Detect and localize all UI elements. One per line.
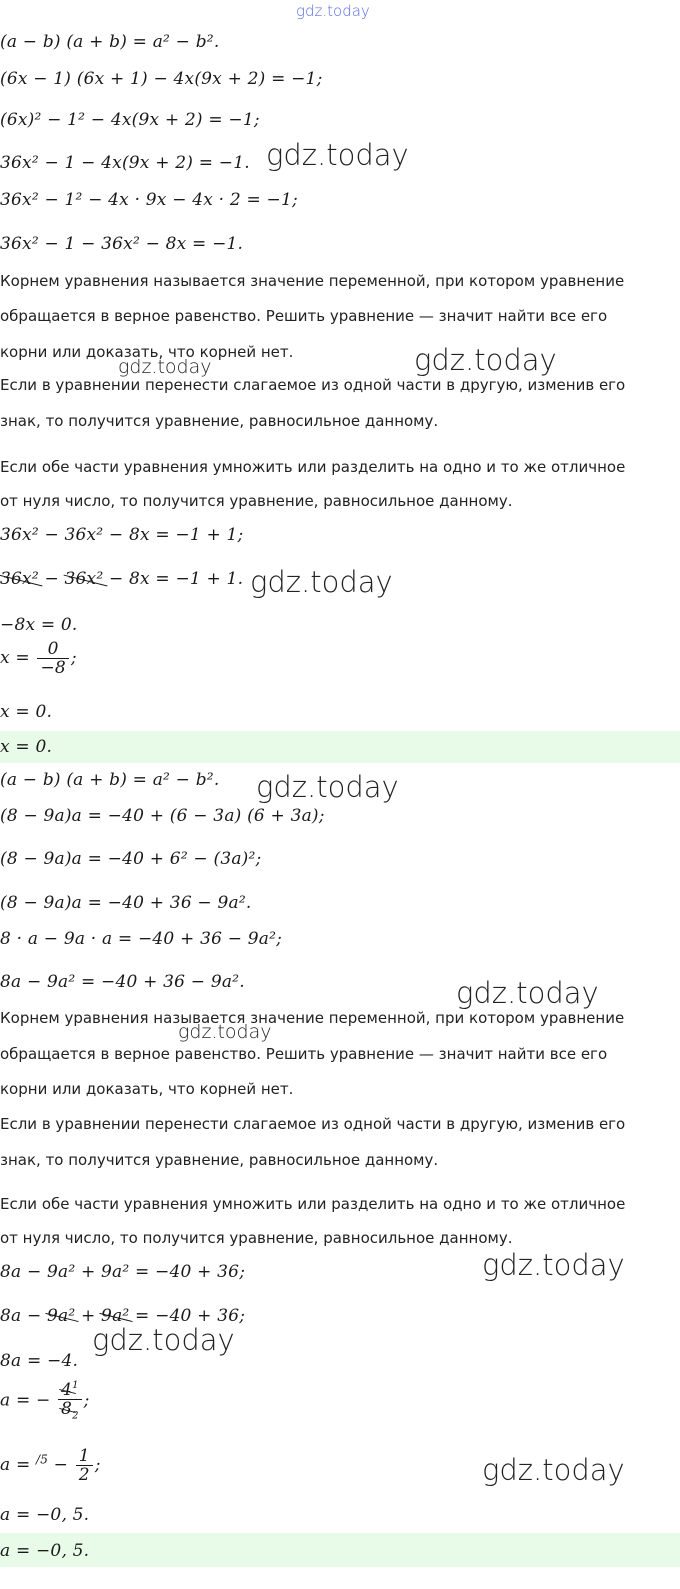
formula-line: 8a − 9a² + 9a² = −40 + 36; [0, 1262, 246, 1282]
formula-line-crossed: 8a − 9a² + 9a² = −40 + 36; [0, 1306, 246, 1326]
theory-text: корни или доказать, что корней нет. [0, 343, 294, 361]
watermark: gdz.today [482, 1248, 625, 1282]
watermark: gdz.today [414, 343, 557, 377]
watermark: gdz.today [256, 770, 399, 804]
formula-line-crossed: 36x² − 36x² − 8x = −1 + 1. [0, 569, 244, 589]
watermark: gdz.today [178, 1021, 272, 1043]
formula-line: −8x = 0. [0, 615, 78, 635]
watermark-top: gdz.today [296, 2, 370, 20]
answer-highlight-2 [0, 1533, 680, 1567]
formula-line: 36x² − 36x² − 8x = −1 + 1; [0, 525, 244, 545]
formula-line: 8a = −4. [0, 1351, 79, 1371]
watermark: gdz.today [118, 356, 212, 378]
theory-text: Если в уравнении перенести слагаемое из одной части в другую, изменив его [0, 1115, 626, 1133]
theory-text: Если обе части уравнения умножить или разделить на одно и то же отличное [0, 458, 626, 476]
formula-line: (8 − 9a)a = −40 + 6² − (3a)²; [0, 849, 262, 869]
crossed-term: 9a² [101, 1306, 130, 1326]
theory-text: знак, то получится уравнение, равносильное данному. [0, 412, 439, 430]
watermark: gdz.today [456, 976, 599, 1010]
watermark: gdz.today [92, 1323, 235, 1357]
watermark: gdz.today [482, 1453, 625, 1487]
formula-line: 36x² − 1 − 36x² − 8x = −1. [0, 234, 244, 254]
formula-line: (a − b) (a + b) = a² − b². [0, 770, 220, 790]
fraction: $\frac{0}{-8}$ [37, 640, 68, 677]
theory-text: от нуля число, то получится уравнение, равносильное данному. [0, 492, 513, 510]
formula-line: (8 − 9a)a = −40 + (6 − 3a) (6 + 3a); [0, 806, 325, 826]
fraction: $\frac{1}{2}$ [76, 1447, 93, 1484]
theory-text: обращается в верное равенство. Решить уравнение — значит найти все его [0, 1045, 608, 1063]
formula-line-fraction: x = $\frac{0}{-8}$ ; [0, 639, 77, 678]
answer-line: x = 0. [0, 737, 53, 757]
formula-line: 8a − 9a² = −40 + 36 − 9a². [0, 972, 245, 992]
fraction: $\frac{4^1}{8_2}$ [58, 1377, 82, 1425]
formula-line: (8 − 9a)a = −40 + 36 − 9a². [0, 893, 252, 913]
crossed-term: 36x² [0, 569, 39, 589]
formula-line: (6x)² − 1² − 4x(9x + 2) = −1; [0, 110, 260, 130]
formula-line: (a − b) (a + b) = a² − b². [0, 32, 220, 52]
formula-line: (6x − 1) (6x + 1) − 4x(9x + 2) = −1; [0, 69, 323, 89]
theory-text: обращается в верное равенство. Решить уравнение — значит найти все его [0, 307, 608, 325]
watermark: gdz.today [266, 138, 409, 172]
formula-line: 8 · a − 9a · a = −40 + 36 − 9a²; [0, 929, 283, 949]
theory-text: Если обе части уравнения умножить или разделить на одно и то же отличное [0, 1195, 626, 1213]
crossed-term: 9a² [47, 1306, 76, 1326]
formula-line-fraction: a = $^{/5}$ − $\frac{1}{2}$ ; [0, 1446, 101, 1485]
theory-text: от нуля число, то получится уравнение, равносильное данному. [0, 1229, 513, 1247]
theory-text: Если в уравнении перенести слагаемое из одной части в другую, изменив его [0, 376, 626, 394]
formula-line: 36x² − 1 − 4x(9x + 2) = −1. [0, 153, 250, 173]
watermark: gdz.today [250, 565, 393, 599]
formula-line: 36x² − 1² − 4x · 9x − 4x · 2 = −1; [0, 190, 298, 210]
theory-text: Корнем уравнения называется значение переменной, при котором уравнение [0, 272, 625, 290]
answer-line: a = −0, 5. [0, 1541, 90, 1561]
crossed-term: 36x² [64, 569, 104, 589]
formula-line: x = 0. [0, 702, 53, 722]
theory-text: Корнем уравнения называется значение переменной, при котором уравнение [0, 1009, 625, 1027]
formula-line: a = −0, 5. [0, 1505, 90, 1525]
theory-text: знак, то получится уравнение, равносильное данному. [0, 1151, 439, 1169]
formula-line-fraction: a = − $\frac{4^1}{8_2}$ ; [0, 1377, 90, 1425]
answer-highlight-1 [0, 731, 680, 763]
theory-text: корни или доказать, что корней нет. [0, 1080, 294, 1098]
